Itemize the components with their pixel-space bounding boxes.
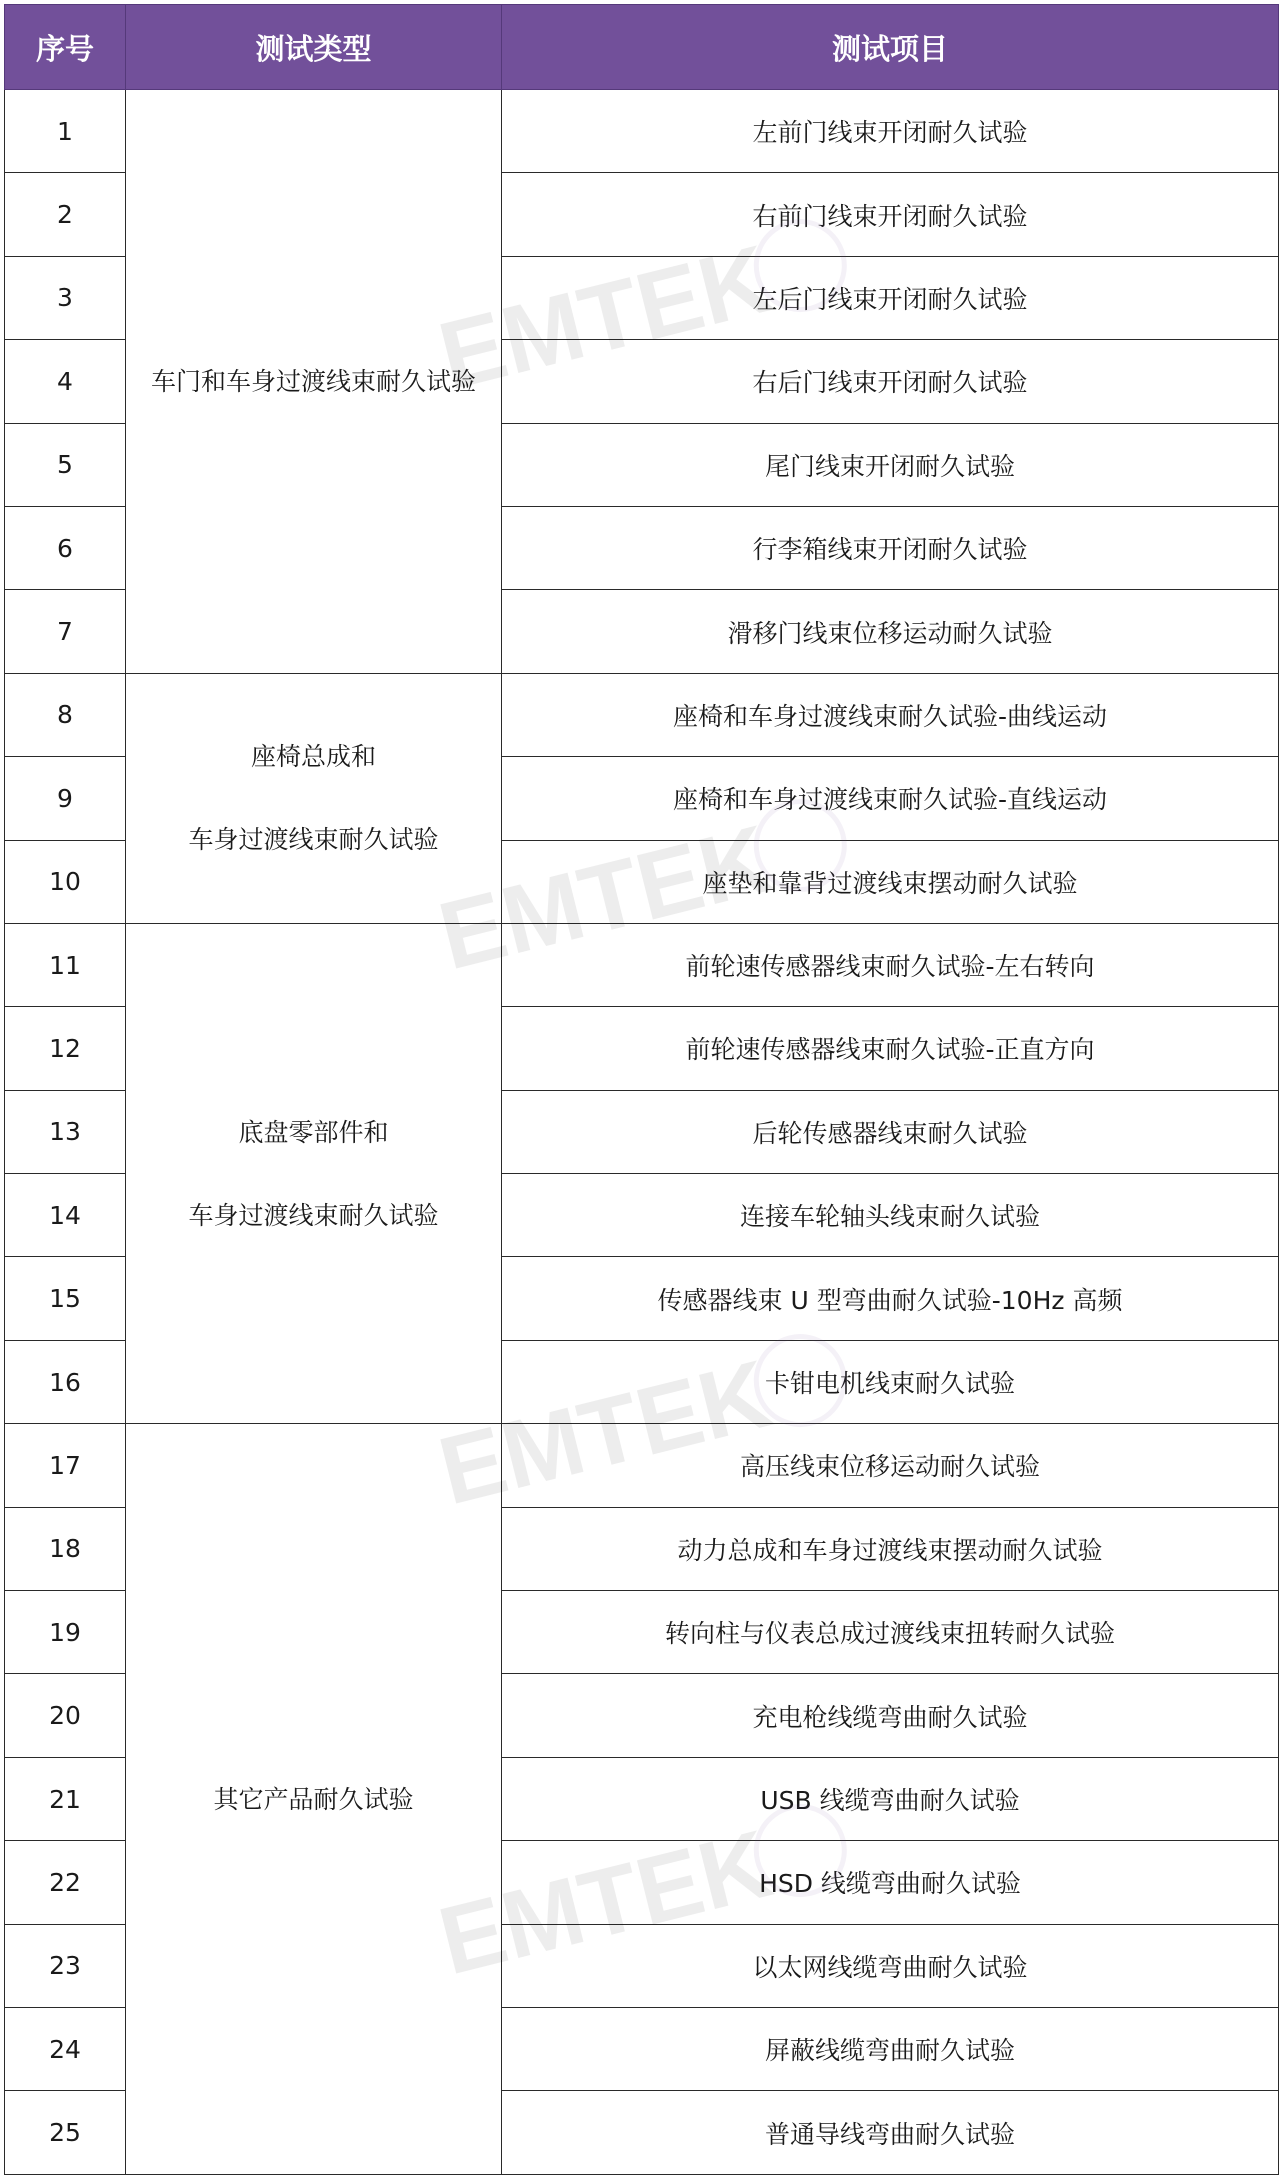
test-item: 右后门线束开闭耐久试验: [502, 340, 1279, 423]
test-item: 卡钳电机线束耐久试验: [502, 1340, 1279, 1423]
watermark-text: EMTEK: [429, 225, 782, 411]
test-items-table: [4, 4, 1279, 2175]
row-number: 18: [5, 1507, 126, 1590]
row-number: 24: [5, 2007, 126, 2090]
row-number: 10: [5, 840, 126, 923]
table-row: [5, 923, 1279, 1006]
test-type-group-seat: [126, 673, 502, 923]
watermark-text: EMTEK: [429, 1810, 782, 1996]
test-item: 充电枪线缆弯曲耐久试验: [502, 1674, 1279, 1757]
test-item: 屏蔽线缆弯曲耐久试验: [502, 2007, 1279, 2090]
test-type-label: 底盘零部件和: [238, 1117, 389, 1147]
row-number: 11: [5, 923, 126, 1006]
test-type-label: 车门和车身过渡线束耐久试验: [150, 366, 476, 396]
test-item: HSD 线缆弯曲耐久试验: [502, 1841, 1279, 1924]
test-item: 座椅和车身过渡线束耐久试验-曲线运动: [502, 673, 1279, 756]
test-type-group-other: [126, 1424, 502, 2175]
row-number: 16: [5, 1340, 126, 1423]
row-number: 6: [5, 506, 126, 589]
watermark-text: EMTEK: [429, 1340, 782, 1526]
row-number: 25: [5, 2091, 126, 2174]
test-item: 座垫和靠背过渡线束摆动耐久试验: [502, 840, 1279, 923]
test-item: 前轮速传感器线束耐久试验-正直方向: [502, 1007, 1279, 1090]
table-row: [5, 1424, 1279, 1507]
row-number: 4: [5, 340, 126, 423]
row-number: 12: [5, 1007, 126, 1090]
row-number: 1: [5, 90, 126, 173]
row-number: 20: [5, 1674, 126, 1757]
row-number: 3: [5, 256, 126, 339]
test-type-group-chassis: [126, 923, 502, 1423]
row-number: 2: [5, 173, 126, 256]
test-item: 行李箱线束开闭耐久试验: [502, 506, 1279, 589]
test-item: 传感器线束 U 型弯曲耐久试验-10Hz 高频: [502, 1257, 1279, 1340]
row-number: 14: [5, 1174, 126, 1257]
test-item: USB 线缆弯曲耐久试验: [502, 1757, 1279, 1840]
row-number: 5: [5, 423, 126, 506]
row-number: 19: [5, 1591, 126, 1674]
row-number: 7: [5, 590, 126, 673]
row-number: 15: [5, 1257, 126, 1340]
test-item: 后轮传感器线束耐久试验: [502, 1090, 1279, 1173]
test-item: 右前门线束开闭耐久试验: [502, 173, 1279, 256]
test-item: 滑移门线束位移运动耐久试验: [502, 590, 1279, 673]
test-type-label: 座椅总成和: [250, 742, 376, 772]
row-number: 8: [5, 673, 126, 756]
test-item: 高压线束位移运动耐久试验: [502, 1424, 1279, 1507]
test-item: 以太网线缆弯曲耐久试验: [502, 1924, 1279, 2007]
test-item: 动力总成和车身过渡线束摆动耐久试验: [502, 1507, 1279, 1590]
test-type-label: 车身过渡线束耐久试验: [188, 825, 439, 855]
row-number: 23: [5, 1924, 126, 2007]
test-item: 左前门线束开闭耐久试验: [502, 90, 1279, 173]
row-number: 21: [5, 1757, 126, 1840]
row-number: 17: [5, 1424, 126, 1507]
test-item: 座椅和车身过渡线束耐久试验-直线运动: [502, 757, 1279, 840]
row-number: 22: [5, 1841, 126, 1924]
header-index: 序号: [5, 5, 126, 90]
test-type-group-door: [126, 90, 502, 674]
test-item: 前轮速传感器线束耐久试验-左右转向: [502, 923, 1279, 1006]
table-header-row: [5, 5, 1279, 90]
test-item: 尾门线束开闭耐久试验: [502, 423, 1279, 506]
header-test-type: 测试类型: [126, 5, 502, 90]
test-item: 转向柱与仪表总成过渡线束扭转耐久试验: [502, 1591, 1279, 1674]
test-type-label: 车身过渡线束耐久试验: [188, 1200, 439, 1230]
test-type-label: 其它产品耐久试验: [213, 1784, 414, 1814]
test-item: 连接车轮轴头线束耐久试验: [502, 1174, 1279, 1257]
test-table-sheet: [4, 4, 1278, 2176]
table-row: [5, 90, 1279, 173]
table-row: [5, 673, 1279, 756]
test-item: 普通导线弯曲耐久试验: [502, 2091, 1279, 2174]
header-test-item: 测试项目: [502, 5, 1279, 90]
row-number: 9: [5, 757, 126, 840]
row-number: 13: [5, 1090, 126, 1173]
test-item: 左后门线束开闭耐久试验: [502, 256, 1279, 339]
watermark-text: EMTEK: [429, 805, 782, 991]
